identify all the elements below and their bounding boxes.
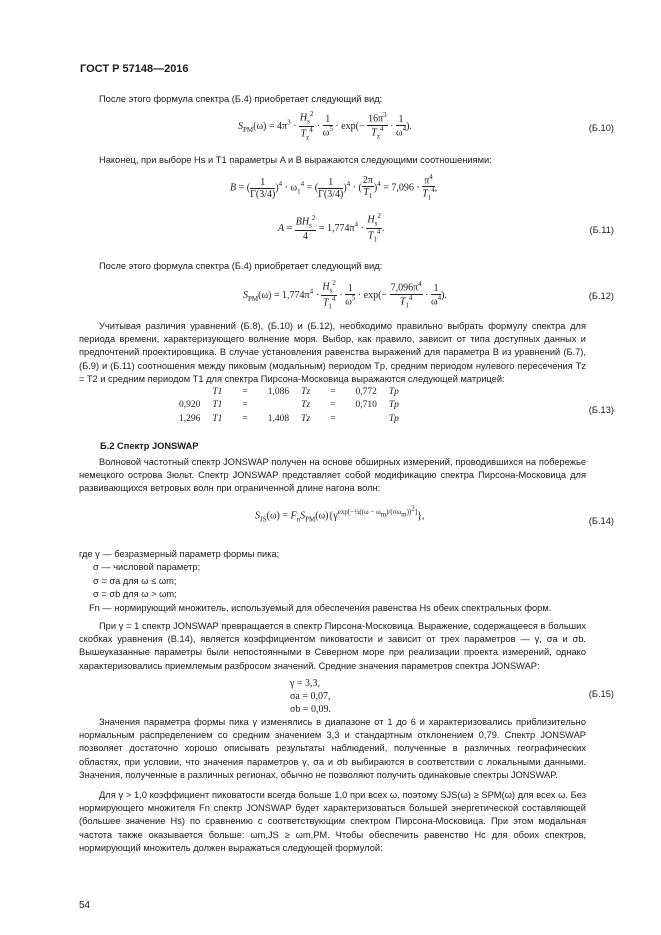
matrix-cell [350, 413, 383, 426]
matrix-row [173, 399, 405, 412]
matrix-cell: = [330, 413, 336, 424]
matrix-cell: Tz [301, 413, 311, 424]
matrix-cell: 0,772 [355, 387, 377, 397]
matrix-cell: Tz [301, 400, 311, 411]
matrix-cell: 1,408 [267, 413, 290, 424]
definition-item: Fn — нормирующий множитель, используемый для обеспечения равенства Hs обеих спектральных форм. [89, 602, 552, 613]
equation-b11-line2: A = $BH_s^2$ 4 = $1,774\pi^4$ · $\frac{H_s^2}{T_1^4}$ . [278, 212, 385, 244]
equation-b10: $S_{PM}(\omega) = 4\pi^3$ · $\frac{H_s^2}{T_z^4}$ · $\frac{1}{\omega^5}$ · exp(− $\frac{16\pi^3}{T_z^4}$ · $\frac{1}{\omega^4}$ ). [238, 110, 412, 142]
matrix-cell: = [330, 400, 336, 411]
equation-b11-line1: B = ( $\frac{1}{\Gamma(3/4)}$ )$^4 \cdot \omega_1^4$ = ( $\frac{1}{\Gamma(3/4)}$ )$^4$ · ( $\frac{2\pi}{T_1}$ )$^4$ = 7,096 · $\frac{\pi^4}{T_1^4}$ , [230, 173, 438, 202]
matrix-cell: T1 [212, 413, 223, 424]
matrix-cell: = [242, 400, 248, 411]
equation-b15 [290, 677, 331, 716]
equation-label-b13: (Б.13) [588, 405, 614, 415]
matrix-cell: Tp [388, 387, 399, 397]
equation-b14: $S_{JS}(\omega) = F_nS_{PM}(\omega)\{\gamma^{exp[-\frac{1}{2}((\omega - \omega_m)/(\sigma\omega_m))^2]}\}$, [255, 505, 425, 524]
paragraph-normalization: Для γ > 1,0 коэффициент пиковатости всегда больше 1,0 при всех ω, поэтому SJS(ω) ≥ SPM(ω) для всех ω. Без нормирующего множителя Fn спектр JONSWAP будет характеризоваться большей энергетической составляющей (большее значение Hs) по сравнению с соответствующим спектром Пирсона-Московица. При этом модальная частота также оказывается больше: ωm,JS ≥ ωm,PM. Чтобы обеспечить равенство Hc для обоих спектров, нормирующий множитель должен выражаться следующей формулой: [79, 790, 586, 853]
matrix-b13 [173, 386, 405, 426]
matrix-cell: = [242, 387, 248, 397]
equation-label-b15: (Б.15) [588, 689, 614, 699]
paragraph-peak-shape: Значения параметра формы пика γ изменялись в диапазоне от 1 до 6 и характеризовались приблизительно нормальным распределением со средним значением 3,3 и стандартным отклонением 0,79. Спектр JONSWAP позволяет достаточно хорошо описывать результаты наблюдений, полученные в различных географических областях, при условии, что значения параметров γ, σa и σb выбираются в соответствии с локальными данными. Значения, полученные в различных регионах, обычно не позволяют получить одинаковые спектры JONSWAP. [79, 717, 586, 780]
matrix-cell: 0,920 [179, 400, 201, 411]
definition-item: σ = σb для ω > ωm; [93, 589, 177, 600]
matrix-cell [262, 399, 295, 412]
section-title: Б.2 Спектр JONSWAP [100, 441, 199, 451]
paragraph-jonswap-params: При γ = 1 спектр JONSWAP превращается в спектр Пирсона-Московица. Выражение, содержащееся в больших скобках уравнения (В.14), является коэффициентом пиковатости и зависит от трех параметров — γ, σa и σb. Вышеуказанные параметры были непостоянными в Северном море при реализации проекта измерений, однако характеризовались приемлемым разбросом значений. Средние значения параметров спектра JONSWAP: [79, 621, 586, 671]
paragraph-relations: Учитывая различия уравнений (Б.8), (Б.10) и (Б.12), необходимо правильно выбрать формулу спектра для периода времени, характеризующего волнение моря. Выбор, как правило, зависит от типа доступных данных и предпочтений проектировщика. В случае установления равенства выражений для параметра B из уравнений (Б.7), (Б.9) и (Б.11) соотношения между пиковым (модальным) периодом Tp, средним периодом нулевого пересечения Tz = T2 и средним периодом T1 для спектра Пирсона-Московица выражаются следующей матрицей: [79, 321, 586, 384]
page-number: 54 [79, 900, 91, 911]
matrix-cell: = [330, 387, 336, 397]
matrix-row [173, 386, 405, 399]
matrix-cell: = [242, 413, 248, 424]
matrix-cell: T1 [212, 400, 223, 411]
definition-item: σ — числовой параметр; [93, 562, 201, 573]
paragraph-intro-b12: После этого формула спектра (Б.4) приобретает следующий вид: [99, 261, 383, 271]
paragraph-intro-b11: Наконец, при выборе Hs и T1 параметры A и B выражаются следующими соотношениями: [99, 155, 492, 165]
matrix-cell [173, 386, 206, 399]
equation-b12: $S_{PM}(\omega) = 1,774\pi^4$ · $\frac{H_s^2}{T_1^4}$ · $\frac{1}{\omega^5}$ · exp(− $\frac{7,096\pi^4}{T_1^4}$ · $\frac{1}{\omega^4}$ ). [243, 279, 447, 311]
matrix-cell: 0,710 [355, 400, 377, 411]
definition-item: где γ — безразмерный параметр формы пика; [79, 549, 280, 559]
equation-label-b10: (Б.10) [588, 123, 614, 133]
matrix-cell: 1,086 [267, 387, 290, 397]
matrix-cell: Tz [301, 387, 311, 397]
definition-item: σ = σa для ω ≤ ωm; [93, 575, 177, 586]
equation-label-b12: (Б.12) [588, 291, 614, 301]
equation-line: γ = 3,3, [290, 678, 321, 689]
matrix-row [173, 413, 405, 426]
equation-label-b14: (Б.14) [588, 516, 614, 526]
document-header: ГОСТ Р 57148—2016 [80, 63, 189, 75]
matrix-cell: 1,296 [179, 413, 201, 424]
equation-line: σa = 0,07, [290, 691, 331, 702]
equation-line: σb = 0,09. [290, 704, 332, 715]
matrix-cell: Tp [388, 400, 399, 411]
paragraph-jonswap-intro: Волновой частотный спектр JONSWAP получен на основе обширных измерений, проводившихся на побережье немецкого острова Зюльт. Спектр JONSWAP представляет собой модификацию спектра Пирсона-Московица для развивающихся ветровых волн при ограниченной длине нагона волн: [79, 457, 586, 494]
equation-label-b11: (Б.11) [589, 225, 614, 235]
matrix-cell: Tp [388, 413, 399, 424]
paragraph-intro-b10: После этого формула спектра (Б.4) приобретает следующий вид: [99, 94, 383, 104]
definitions-list [79, 548, 599, 615]
matrix-cell: T1 [212, 387, 223, 397]
